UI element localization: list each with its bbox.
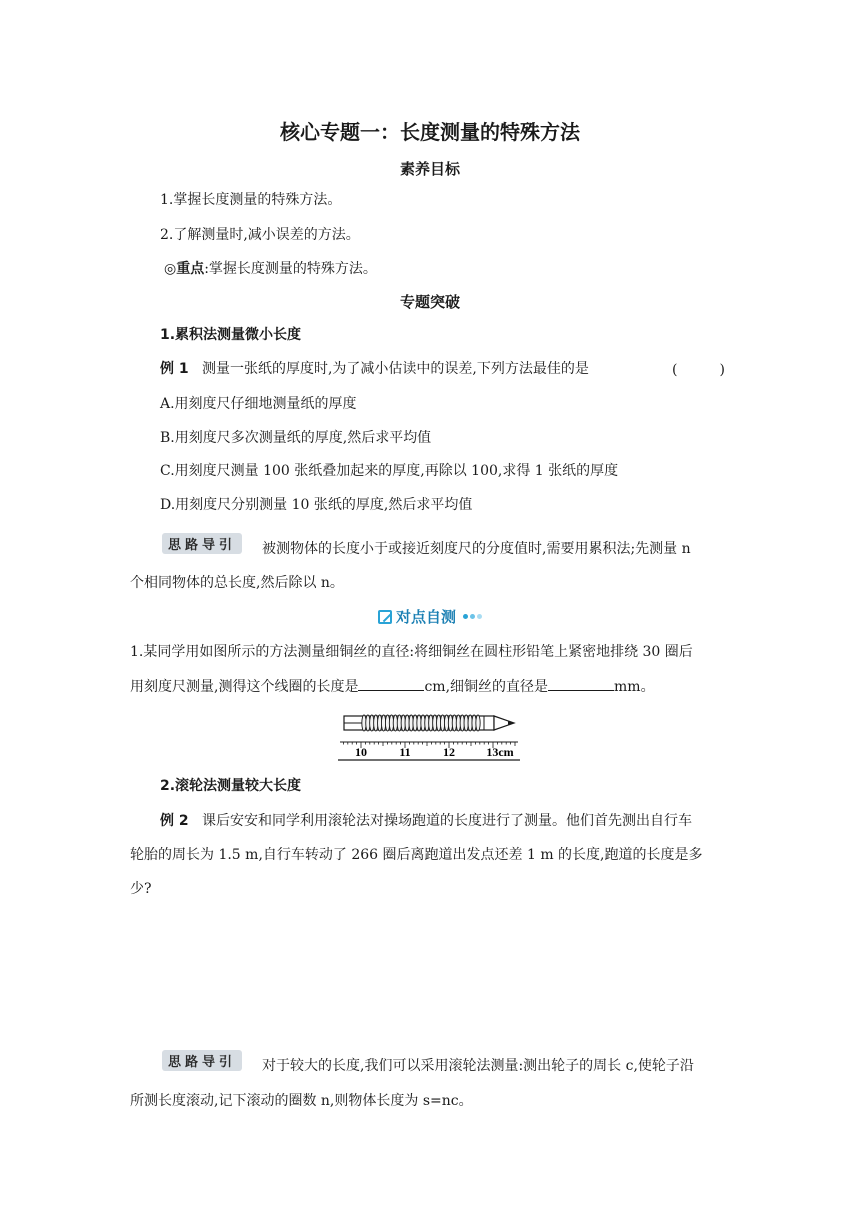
- answer-blank-diameter[interactable]: [548, 676, 614, 691]
- guide-badge-1: 思路导引: [162, 533, 242, 554]
- example2-label: 例 2: [160, 813, 189, 829]
- coil-turn: [476, 715, 480, 731]
- guide-badge-2: 思路导引: [162, 1050, 242, 1071]
- option-c: C.用刻度尺测量 100 张纸叠加起来的厚度,再除以 100,求得 1 张纸的厚度: [160, 463, 619, 479]
- decorative-dots-icon: [463, 614, 482, 619]
- guide2-line2: 所测长度滚动,记下滚动的圈数 n,则物体长度为 s=nc。: [130, 1093, 473, 1109]
- key-point-label: ◎重点: [164, 261, 205, 277]
- example1-text: 测量一张纸的厚度时,为了减小估读中的误差,下列方法最佳的是: [201, 361, 589, 377]
- ruler-label-13cm: 13cm: [486, 745, 514, 759]
- ruler-label-10: 10: [355, 745, 367, 759]
- option-d: D.用刻度尺分别测量 10 张纸的厚度,然后求平均值: [160, 497, 473, 513]
- note-pencil-icon: [378, 610, 392, 624]
- breakthrough-heading: 专题突破: [399, 293, 460, 311]
- section2-heading: 2.滚轮法测量较大长度: [160, 778, 302, 794]
- option-b: B.用刻度尺多次测量纸的厚度,然后求平均值: [160, 430, 432, 446]
- example2-line3: 少?: [130, 881, 152, 897]
- example2-line2: 轮胎的周长为 1.5 m,自行车转动了 266 圈后离跑道出发点还差 1 m 的长度,跑道的长度是多: [130, 847, 703, 863]
- option-a: A.用刻度尺仔细地测量纸的厚度: [160, 396, 357, 412]
- section1-heading: 1.累积法测量微小长度: [160, 327, 302, 343]
- ruler: [338, 742, 520, 760]
- example2-line1: [160, 811, 692, 831]
- self-test-header: [0, 606, 860, 628]
- example1-stem: [160, 359, 589, 379]
- answer-bracket: ( ): [672, 362, 725, 378]
- goals-heading: 素养目标: [399, 160, 460, 178]
- goal-item-2: 2.了解测量时,减小误差的方法。: [160, 227, 360, 243]
- selftest-q1-line2: [130, 676, 655, 697]
- ruler-label-11: 11: [399, 745, 411, 759]
- coil-ruler-figure: [338, 708, 520, 764]
- key-point: [164, 259, 377, 279]
- example1-label: 例 1: [160, 361, 189, 377]
- self-test-label: 对点自测: [395, 608, 456, 626]
- guide1-line1: 被测物体的长度小于或接近刻度尺的分度值时,需要用累积法;先测量 n: [262, 541, 691, 557]
- guide1-line2: 个相同物体的总长度,然后除以 n。: [130, 575, 344, 591]
- selftest-q1-line1: 1.某同学用如图所示的方法测量细铜丝的直径:将细铜丝在圆柱形铅笔上紧密地排绕 30 圈后: [130, 644, 693, 660]
- q1-text-c: mm。: [614, 679, 655, 695]
- example2-text: 课后安安和同学利用滚轮法对操场跑道的长度进行了测量。他们首先测出自行车: [201, 813, 692, 829]
- q1-text-b: cm,细铜丝的直径是: [424, 679, 549, 695]
- key-point-text: :掌握长度测量的特殊方法。: [204, 261, 377, 277]
- q1-text-a: 用刻度尺测量,测得这个线圈的长度是: [130, 679, 359, 695]
- answer-blank-length[interactable]: [358, 676, 424, 691]
- copper-coil: [362, 715, 480, 731]
- ruler-label-12: 12: [443, 745, 455, 759]
- page-title: 核心专题一：长度测量的特殊方法: [280, 120, 580, 144]
- goal-item-1: 1.掌握长度测量的特殊方法。: [160, 192, 342, 208]
- guide2-line1: 对于较大的长度,我们可以采用滚轮法测量:测出轮子的周长 c,使轮子沿: [262, 1058, 694, 1074]
